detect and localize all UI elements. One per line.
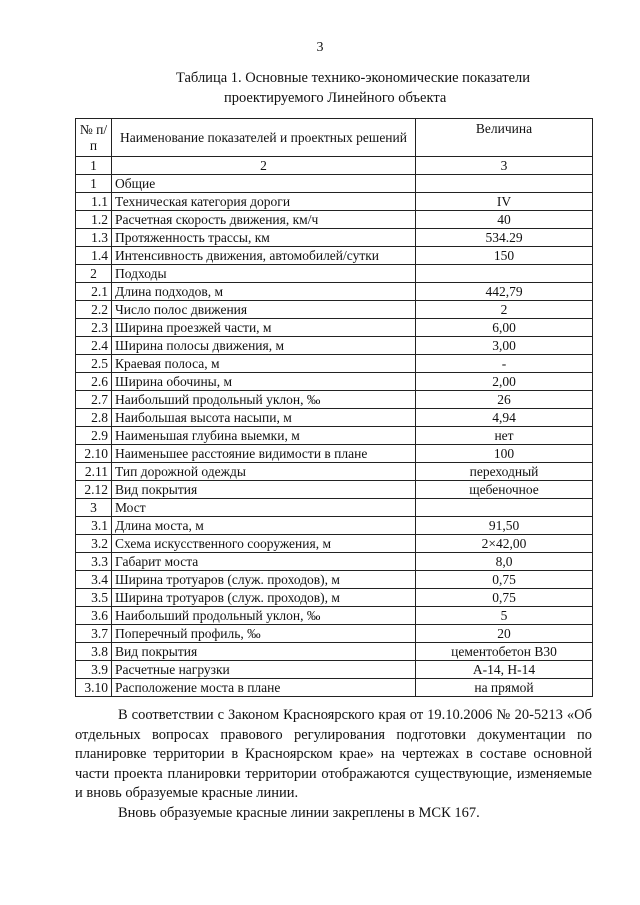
row-parameter-name: Мост bbox=[112, 499, 416, 517]
row-number: 2.6 bbox=[76, 373, 112, 391]
row-value: 6,00 bbox=[416, 319, 593, 337]
row-number: 3.1 bbox=[76, 517, 112, 535]
table-row bbox=[76, 211, 593, 229]
row-number: 3.8 bbox=[76, 643, 112, 661]
header-value: Величина bbox=[416, 119, 593, 157]
row-parameter-name: Число полос движения bbox=[112, 301, 416, 319]
row-value: 150 bbox=[416, 247, 593, 265]
table-row bbox=[76, 265, 593, 283]
row-value bbox=[416, 175, 593, 193]
row-number: 3.5 bbox=[76, 589, 112, 607]
table-row bbox=[76, 283, 593, 301]
table-row bbox=[76, 319, 593, 337]
row-parameter-name: Ширина обочины, м bbox=[112, 373, 416, 391]
table-row bbox=[76, 553, 593, 571]
caption-line-1: Таблица 1. Основные технико-экономические показатели bbox=[176, 70, 530, 86]
row-value: щебеночное bbox=[416, 481, 593, 499]
table-body bbox=[76, 157, 593, 697]
row-parameter-name: Поперечный профиль, ‰ bbox=[112, 625, 416, 643]
row-parameter-name: Техническая категория дороги bbox=[112, 193, 416, 211]
row-number: 3.6 bbox=[76, 607, 112, 625]
row-number: 3.3 bbox=[76, 553, 112, 571]
table-row bbox=[76, 517, 593, 535]
header-num: № п/п bbox=[76, 119, 112, 157]
row-parameter-name: Расчетная скорость движения, км/ч bbox=[112, 211, 416, 229]
row-parameter-name: Подходы bbox=[112, 265, 416, 283]
row-number: 2.7 bbox=[76, 391, 112, 409]
row-value: нет bbox=[416, 427, 593, 445]
row-parameter-name: Наибольший продольный уклон, ‰ bbox=[112, 391, 416, 409]
table-row bbox=[76, 355, 593, 373]
table-row bbox=[76, 643, 593, 661]
row-value: 40 bbox=[416, 211, 593, 229]
row-value: переходный bbox=[416, 463, 593, 481]
page-number: 3 bbox=[316, 40, 324, 55]
paragraph-law-reference: В соответствии с Законом Красноярского края от 19.10.2006 № 20-5213 «Об отдельных вопросах правового регулирования подготовки документации по планировке территории в Красноярском крае» на чертежах в составе основной части проекта планировки территории отображаются существующие, изменяемые и вновь образуемые красные линии. bbox=[75, 707, 592, 801]
table-row bbox=[76, 499, 593, 517]
row-number: 1.3 bbox=[76, 229, 112, 247]
table-row bbox=[76, 463, 593, 481]
row-value: 20 bbox=[416, 625, 593, 643]
row-value: А-14, Н-14 bbox=[416, 661, 593, 679]
row-value: 5 bbox=[416, 607, 593, 625]
row-parameter-name: Длина подходов, м bbox=[112, 283, 416, 301]
row-number: 3.4 bbox=[76, 571, 112, 589]
row-number: 2.4 bbox=[76, 337, 112, 355]
row-parameter-name: Ширина полосы движения, м bbox=[112, 337, 416, 355]
table-row bbox=[76, 661, 593, 679]
row-parameter-name: Общие bbox=[112, 175, 416, 193]
table-row bbox=[76, 571, 593, 589]
row-value: 2×42,00 bbox=[416, 535, 593, 553]
row-number: 3.7 bbox=[76, 625, 112, 643]
row-number: 1.4 bbox=[76, 247, 112, 265]
header-row bbox=[76, 119, 593, 157]
row-value: 91,50 bbox=[416, 517, 593, 535]
paragraph-msk: Вновь образуемые красные линии закреплены в МСК 167. bbox=[118, 804, 480, 821]
table-row bbox=[76, 481, 593, 499]
row-parameter-name: Расчетные нагрузки bbox=[112, 661, 416, 679]
row-parameter-name: Наименьшее расстояние видимости в плане bbox=[112, 445, 416, 463]
row-value: 534.29 bbox=[416, 229, 593, 247]
row-parameter-name: Интенсивность движения, автомобилей/сутки bbox=[112, 247, 416, 265]
row-number: 1 bbox=[76, 175, 112, 193]
table-row bbox=[76, 247, 593, 265]
row-value: 2,00 bbox=[416, 373, 593, 391]
row-parameter-name: Ширина тротуаров (служ. проходов), м bbox=[112, 571, 416, 589]
row-value: IV bbox=[416, 193, 593, 211]
row-value: 2 bbox=[416, 301, 593, 319]
row-parameter-name: Вид покрытия bbox=[112, 643, 416, 661]
table-row bbox=[76, 589, 593, 607]
row-number: 3.9 bbox=[76, 661, 112, 679]
row-number: 1.1 bbox=[76, 193, 112, 211]
row-value: 3,00 bbox=[416, 337, 593, 355]
row-parameter-name: Наибольшая высота насыпи, м bbox=[112, 409, 416, 427]
table-row bbox=[76, 373, 593, 391]
table-row bbox=[76, 625, 593, 643]
row-value bbox=[416, 499, 593, 517]
index-cell-num: 1 bbox=[76, 157, 112, 175]
row-value bbox=[416, 265, 593, 283]
row-number: 2.9 bbox=[76, 427, 112, 445]
caption-line-2: проектируемого Линейного объекта bbox=[224, 90, 447, 106]
table-row bbox=[76, 535, 593, 553]
row-value: - bbox=[416, 355, 593, 373]
row-number: 3.2 bbox=[76, 535, 112, 553]
row-value: на прямой bbox=[416, 679, 593, 697]
column-index-row bbox=[76, 157, 593, 175]
row-parameter-name: Длина моста, м bbox=[112, 517, 416, 535]
row-number: 2.10 bbox=[76, 445, 112, 463]
table-caption bbox=[0, 68, 640, 108]
table-header bbox=[76, 119, 593, 157]
row-number: 2.8 bbox=[76, 409, 112, 427]
row-parameter-name: Ширина тротуаров (служ. проходов), м bbox=[112, 589, 416, 607]
row-number: 2.2 bbox=[76, 301, 112, 319]
row-parameter-name: Наибольший продольный уклон, ‰ bbox=[112, 607, 416, 625]
row-number: 2.3 bbox=[76, 319, 112, 337]
index-cell-name: 2 bbox=[112, 157, 416, 175]
table-row bbox=[76, 175, 593, 193]
row-value: 0,75 bbox=[416, 571, 593, 589]
row-value: 8,0 bbox=[416, 553, 593, 571]
table-row bbox=[76, 607, 593, 625]
table-row bbox=[76, 391, 593, 409]
row-number: 2.11 bbox=[76, 463, 112, 481]
specs-table bbox=[75, 118, 593, 697]
table-row bbox=[76, 193, 593, 211]
row-parameter-name: Ширина проезжей части, м bbox=[112, 319, 416, 337]
row-parameter-name: Протяженность трассы, км bbox=[112, 229, 416, 247]
table-row bbox=[76, 229, 593, 247]
row-value: цементобетон В30 bbox=[416, 643, 593, 661]
row-value: 0,75 bbox=[416, 589, 593, 607]
row-parameter-name: Вид покрытия bbox=[112, 481, 416, 499]
row-parameter-name: Схема искусственного сооружения, м bbox=[112, 535, 416, 553]
row-number: 1.2 bbox=[76, 211, 112, 229]
row-value: 4,94 bbox=[416, 409, 593, 427]
row-number: 2 bbox=[76, 265, 112, 283]
row-parameter-name: Тип дорожной одежды bbox=[112, 463, 416, 481]
row-parameter-name: Расположение моста в плане bbox=[112, 679, 416, 697]
row-parameter-name: Наименьшая глубина выемки, м bbox=[112, 427, 416, 445]
table-row bbox=[76, 337, 593, 355]
table-row bbox=[76, 301, 593, 319]
row-number: 3.10 bbox=[76, 679, 112, 697]
row-number: 2.5 bbox=[76, 355, 112, 373]
header-name: Наименование показателей и проектных решений bbox=[112, 119, 416, 157]
row-number: 2.12 bbox=[76, 481, 112, 499]
row-number: 3 bbox=[76, 499, 112, 517]
index-cell-value: 3 bbox=[416, 157, 593, 175]
row-value: 100 bbox=[416, 445, 593, 463]
body-text bbox=[75, 706, 592, 823]
row-parameter-name: Краевая полоса, м bbox=[112, 355, 416, 373]
row-number: 2.1 bbox=[76, 283, 112, 301]
row-parameter-name: Габарит моста bbox=[112, 553, 416, 571]
table-row bbox=[76, 427, 593, 445]
table-row bbox=[76, 445, 593, 463]
row-value: 26 bbox=[416, 391, 593, 409]
table-row bbox=[76, 679, 593, 697]
table-row bbox=[76, 409, 593, 427]
row-value: 442,79 bbox=[416, 283, 593, 301]
